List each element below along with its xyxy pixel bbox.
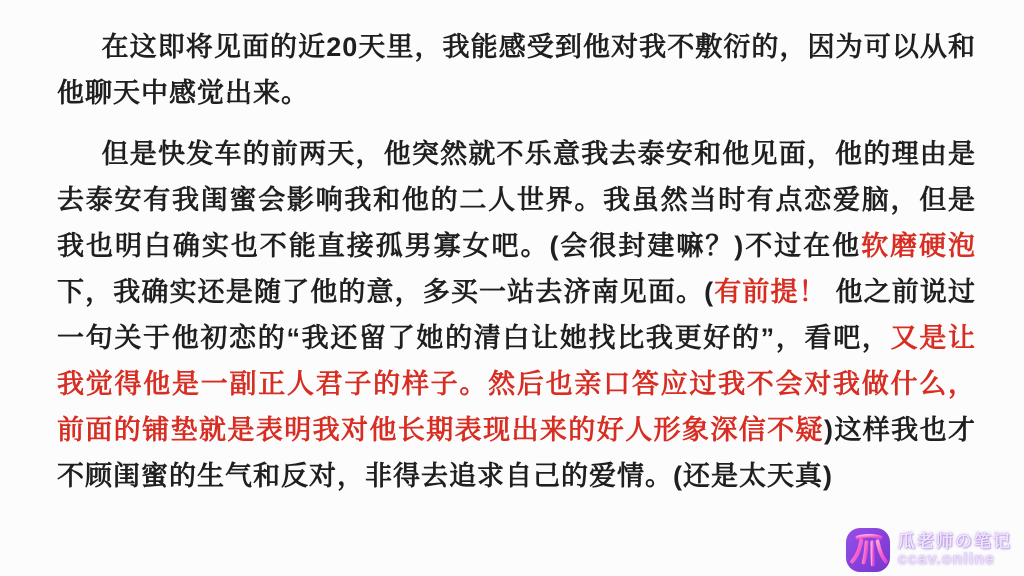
- watermark-title: 瓜老师の笔记: [898, 531, 1012, 551]
- highlighted-text: 软磨硬泡: [861, 231, 977, 261]
- body-text: 在这即将见面的近20天里，我能感受到他对我不敷衍的，因为可以从和他聊天中感觉出来。: [57, 32, 976, 108]
- highlighted-text: 又是让我觉得他是一副正人君子的样子。然后也亲口答应过我不会对我做什么，前面的铺垫就是表明我对他长期表现出来的好人形象深信不疑: [57, 323, 976, 445]
- highlighted-text: 有前提！: [714, 277, 827, 307]
- watermark: [845, 527, 1012, 573]
- watermark-text: [898, 533, 1012, 568]
- watermark-url: ccav.online: [898, 550, 995, 568]
- paragraph: [57, 24, 976, 116]
- body-text: )这样我也才不顾闺蜜的生气和反对，非得去追求自己的爱情。(还是太天真): [57, 415, 976, 491]
- paragraph: [57, 131, 976, 499]
- body-text: 但是快发车的前两天，他突然就不乐意我去泰安和他见面，他的理由是去泰安有我闺蜜会影响我和他的二人世界。我虽然当时有点恋爱脑，但是我也明白确实也不能直接孤男寡女吧。(会很封建嘛？)不过在他: [57, 139, 976, 261]
- gua-melon-icon: [845, 527, 891, 573]
- body-text: 下，我确实还是随了他的意，多买一站去济南见面。(: [57, 277, 715, 307]
- text-block: [57, 24, 976, 514]
- body-text: 他之前说过一句关于他初恋的“我还留了她的清白让她找比我更好的”，看吧，: [57, 277, 976, 353]
